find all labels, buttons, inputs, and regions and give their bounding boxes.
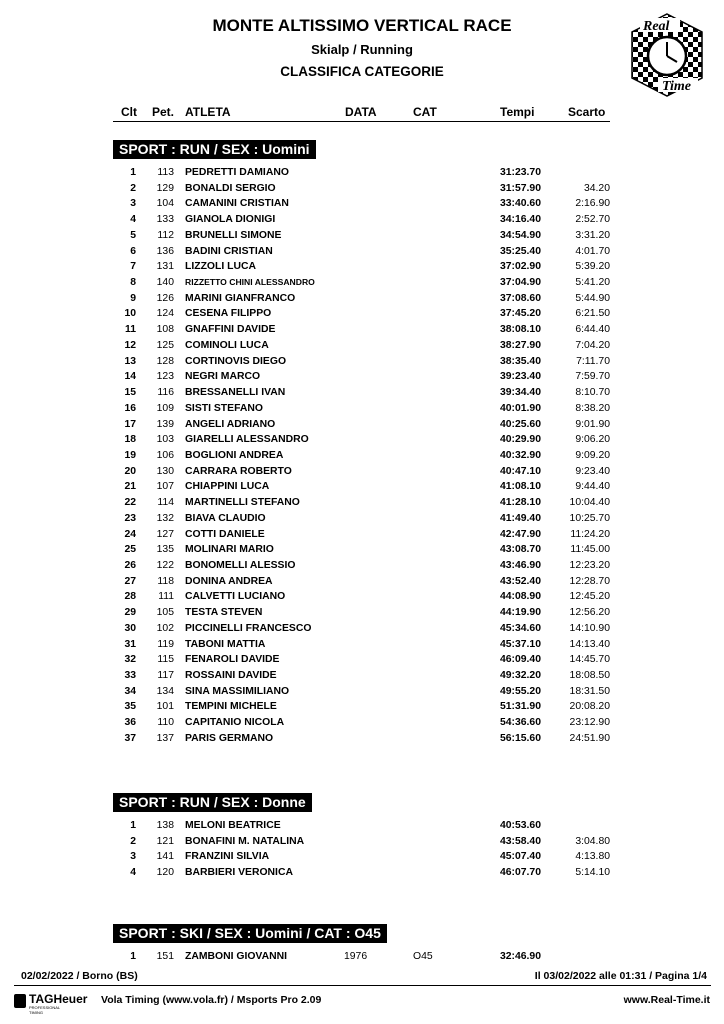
athlete-name-cell: ROSSAINI DAVIDE <box>185 670 277 682</box>
gap-cell: 11:45.00 <box>570 544 610 556</box>
time-cell: 49:32.20 <box>499 670 541 682</box>
time-cell: 38:27.90 <box>499 339 541 351</box>
gap-cell: 7:59.70 <box>575 371 610 383</box>
rank-cell: 32 <box>124 654 136 666</box>
gap-cell: 6:21.50 <box>575 308 610 320</box>
rank-cell: 24 <box>124 528 136 540</box>
time-cell: 31:57.90 <box>499 182 541 194</box>
table-row <box>0 275 724 291</box>
rank-cell: 9 <box>130 292 136 304</box>
athlete-name-cell: FRANZINI SILVIA <box>185 851 270 863</box>
time-cell: 41:28.10 <box>499 497 541 509</box>
time-cell: 40:47.10 <box>499 465 541 477</box>
rank-cell: 37 <box>124 732 136 744</box>
rank-cell: 5 <box>130 229 136 241</box>
table-row <box>0 652 724 668</box>
header-divider <box>113 121 610 122</box>
table-row <box>0 369 724 385</box>
real-time-logo-icon <box>628 12 706 98</box>
gap-cell: 3:31.20 <box>575 229 610 241</box>
time-cell: 37:02.90 <box>499 261 541 273</box>
time-cell: 40:01.90 <box>499 402 541 414</box>
table-row <box>0 464 724 480</box>
table-row <box>0 668 724 684</box>
bib-cell: 106 <box>156 449 174 461</box>
bib-cell: 128 <box>156 355 174 367</box>
rank-cell: 7 <box>130 261 136 273</box>
bib-cell: 138 <box>156 820 174 831</box>
athlete-name-cell: TESTA STEVEN <box>185 607 263 619</box>
table-row <box>0 834 724 850</box>
table-row <box>0 495 724 511</box>
rank-cell: 19 <box>124 449 136 461</box>
athlete-name-cell: MELONI BEATRICE <box>185 820 281 831</box>
bib-cell: 124 <box>156 308 174 320</box>
table-row <box>0 542 724 558</box>
gap-cell: 2:16.90 <box>575 198 610 210</box>
bib-cell: 129 <box>156 182 174 194</box>
table-row <box>0 354 724 370</box>
table-row <box>0 228 724 244</box>
bib-cell: 140 <box>156 277 174 289</box>
rank-cell: 17 <box>124 418 136 430</box>
bib-cell: 108 <box>156 324 174 336</box>
table-row <box>0 259 724 275</box>
rank-cell: 20 <box>124 465 136 477</box>
rank-cell: 14 <box>124 371 136 383</box>
bib-cell: 136 <box>156 245 174 257</box>
bib-cell: 112 <box>157 229 174 241</box>
athlete-name-cell: CORTINOVIS DIEGO <box>185 355 287 367</box>
tag-heuer-shield-icon <box>14 994 26 1008</box>
tag-heuer-logo <box>14 992 88 1015</box>
athlete-name-cell: GNAFFINI DAVIDE <box>185 324 276 336</box>
table-row <box>0 448 724 464</box>
table-row <box>0 589 724 605</box>
time-cell: 37:45.20 <box>499 308 541 320</box>
gap-cell: 9:44.40 <box>575 481 610 493</box>
gap-cell: 12:23.20 <box>569 560 610 571</box>
table-row <box>0 731 724 747</box>
athlete-name-cell: BONAFINI M. NATALINA <box>185 835 305 847</box>
rank-cell: 26 <box>124 560 136 571</box>
rank-cell: 27 <box>124 575 136 587</box>
time-cell: 43:46.90 <box>499 560 541 571</box>
rank-cell: 23 <box>124 512 136 524</box>
col-header-scarto: Scarto <box>568 105 606 119</box>
bib-cell: 141 <box>156 851 174 863</box>
logo-text-real: Real <box>643 19 670 34</box>
rank-cell: 31 <box>124 638 136 650</box>
table-row <box>0 949 724 965</box>
time-cell: 46:07.70 <box>499 867 541 879</box>
table-row <box>0 165 724 181</box>
table-row <box>0 637 724 653</box>
table-row <box>0 527 724 543</box>
bib-cell: 139 <box>156 418 174 430</box>
time-cell: 31:23.70 <box>499 167 541 178</box>
rank-cell: 1 <box>130 951 136 962</box>
gap-cell: 11:24.20 <box>570 528 610 540</box>
athlete-name-cell: BRUNELLI SIMONE <box>185 229 282 241</box>
rank-cell: 25 <box>124 544 136 556</box>
time-cell: 40:53.60 <box>499 820 541 831</box>
table-row <box>0 865 724 881</box>
table-row <box>0 818 724 834</box>
col-header-tempi: Tempi <box>500 105 535 119</box>
athlete-name-cell: BADINI CRISTIAN <box>185 245 273 257</box>
athlete-name-cell: NEGRI MARCO <box>185 371 261 383</box>
col-header-cat: CAT <box>413 105 437 119</box>
bib-cell: 121 <box>156 835 174 847</box>
gap-cell: 8:10.70 <box>575 387 610 399</box>
athlete-name-cell: FENAROLI DAVIDE <box>185 654 280 666</box>
time-cell: 45:37.10 <box>499 638 541 650</box>
bib-cell: 110 <box>157 717 174 729</box>
year-cell: 1976 <box>344 951 368 962</box>
bib-cell: 122 <box>156 560 174 571</box>
time-cell: 39:23.40 <box>499 371 541 383</box>
bib-cell: 131 <box>156 261 174 273</box>
footer-divider <box>14 985 711 986</box>
bib-cell: 109 <box>156 402 174 414</box>
rank-cell: 35 <box>124 701 136 713</box>
athlete-name-cell: MARTINELLI STEFANO <box>185 497 300 509</box>
gap-cell: 4:13.80 <box>575 851 610 863</box>
rank-cell: 30 <box>124 622 136 634</box>
bib-cell: 135 <box>156 544 174 556</box>
page-title: MONTE ALTISSIMO VERTICAL RACE <box>212 16 512 35</box>
footer-software: Vola Timing (www.vola.fr) / Msports Pro 2.09 <box>101 994 322 1006</box>
gap-cell: 20:08.20 <box>569 701 610 713</box>
gap-cell: 6:44.40 <box>575 324 610 336</box>
gap-cell: 7:11.70 <box>576 355 610 367</box>
bib-cell: 103 <box>156 434 174 446</box>
gap-cell: 14:45.70 <box>569 654 610 666</box>
gap-cell: 4:01.70 <box>575 245 610 257</box>
time-cell: 37:04.90 <box>499 277 541 289</box>
time-cell: 37:08.60 <box>499 292 541 304</box>
time-cell: 51:31.90 <box>499 701 541 713</box>
athlete-name-cell: GIARELLI ALESSANDRO <box>185 434 309 446</box>
rank-cell: 21 <box>124 481 136 493</box>
table-row <box>0 181 724 197</box>
rank-cell: 16 <box>124 402 136 414</box>
gap-cell: 18:08.50 <box>569 670 610 682</box>
table-row <box>0 385 724 401</box>
table-row <box>0 212 724 228</box>
athlete-name-cell: COMINOLI LUCA <box>185 339 269 351</box>
gap-cell: 9:23.40 <box>575 465 610 477</box>
rank-cell: 6 <box>130 245 136 257</box>
athlete-name-cell: TABONI MATTIA <box>185 638 266 650</box>
gap-cell: 5:44.90 <box>575 292 610 304</box>
bib-cell: 102 <box>156 622 174 634</box>
gap-cell: 8:38.20 <box>575 402 610 414</box>
gap-cell: 9:01.90 <box>575 418 610 430</box>
page-subtitle: Skialp / Running <box>311 42 413 57</box>
col-header-data: DATA <box>345 105 377 119</box>
athlete-name-cell: PICCINELLI FRANCESCO <box>185 622 312 634</box>
rank-cell: 29 <box>124 607 136 619</box>
athlete-name-cell: CARRARA ROBERTO <box>185 465 292 477</box>
gap-cell: 10:04.40 <box>569 497 610 509</box>
gap-cell: 5:41.20 <box>575 277 610 289</box>
table-row <box>0 432 724 448</box>
gap-cell: 7:04.20 <box>575 339 610 351</box>
bib-cell: 132 <box>156 512 174 524</box>
gap-cell: 9:09.20 <box>575 449 610 461</box>
rank-cell: 33 <box>124 670 136 682</box>
bib-cell: 111 <box>158 591 174 603</box>
section-header: SPORT : SKI / SEX : Uomini / CAT : O45 <box>113 924 387 943</box>
bib-cell: 134 <box>156 685 174 697</box>
rank-cell: 18 <box>124 434 136 446</box>
rank-cell: 1 <box>130 167 136 178</box>
athlete-name-cell: CESENA FILIPPO <box>185 308 272 320</box>
athlete-name-cell: RIZZETTO CHINI ALESSANDRO <box>185 277 315 288</box>
rank-cell: 36 <box>124 717 136 729</box>
bib-cell: 125 <box>156 339 174 351</box>
page-subtitle-2: CLASSIFICA CATEGORIE <box>280 64 444 79</box>
bib-cell: 137 <box>156 732 174 744</box>
bib-cell: 119 <box>157 638 174 650</box>
athlete-name-cell: TEMPINI MICHELE <box>185 701 277 713</box>
bib-cell: 123 <box>156 371 174 383</box>
gap-cell: 5:14.10 <box>575 867 610 879</box>
athlete-name-cell: ANGELI ADRIANO <box>185 418 276 430</box>
time-cell: 41:08.10 <box>499 481 541 493</box>
athlete-name-cell: MOLINARI MARIO <box>185 544 274 556</box>
table-row <box>0 291 724 307</box>
bib-cell: 127 <box>156 528 174 540</box>
footer-website: www.Real-Time.it <box>623 994 710 1006</box>
table-row <box>0 401 724 417</box>
rank-cell: 22 <box>124 497 136 509</box>
athlete-name-cell: BONOMELLI ALESSIO <box>185 560 296 571</box>
time-cell: 38:08.10 <box>499 324 541 336</box>
rank-cell: 10 <box>124 308 136 320</box>
gap-cell: 9:06.20 <box>575 434 610 446</box>
category-cell: O45 <box>413 951 433 962</box>
rank-cell: 12 <box>124 339 136 351</box>
col-header-clt: Clt <box>121 105 137 119</box>
time-cell: 41:49.40 <box>499 512 541 524</box>
tag-heuer-sub: PROFESSIONAL TIMING <box>29 1005 60 1015</box>
athlete-name-cell: SINA MASSIMILIANO <box>185 685 290 697</box>
gap-cell: 2:52.70 <box>575 214 610 226</box>
bib-cell: 126 <box>156 292 174 304</box>
time-cell: 39:34.40 <box>499 387 541 399</box>
bib-cell: 116 <box>157 387 174 399</box>
table-row <box>0 244 724 260</box>
bib-cell: 120 <box>156 867 174 879</box>
rank-cell: 11 <box>125 324 136 336</box>
athlete-name-cell: BIAVA CLAUDIO <box>185 512 266 524</box>
section-header: SPORT : RUN / SEX : Donne <box>113 793 312 812</box>
rank-cell: 3 <box>130 851 136 863</box>
time-cell: 32:46.90 <box>499 951 541 962</box>
table-row <box>0 196 724 212</box>
time-cell: 45:07.40 <box>499 851 541 863</box>
athlete-name-cell: CAMANINI CRISTIAN <box>185 198 289 210</box>
rank-cell: 34 <box>124 685 136 697</box>
time-cell: 44:19.90 <box>499 607 541 619</box>
bib-cell: 104 <box>156 198 174 210</box>
athlete-name-cell: CALVETTI LUCIANO <box>185 591 286 603</box>
bib-cell: 133 <box>156 214 174 226</box>
gap-cell: 5:39.20 <box>575 261 610 273</box>
time-cell: 46:09.40 <box>499 654 541 666</box>
gap-cell: 10:25.70 <box>569 512 610 524</box>
athlete-name-cell: SISTI STEFANO <box>185 402 263 414</box>
table-row <box>0 417 724 433</box>
athlete-name-cell: PARIS GERMANO <box>185 732 274 744</box>
table-row <box>0 322 724 338</box>
time-cell: 35:25.40 <box>499 245 541 257</box>
athlete-name-cell: BARBIERI VERONICA <box>185 867 293 879</box>
table-row <box>0 621 724 637</box>
athlete-name-cell: DONINA ANDREA <box>185 575 273 587</box>
bib-cell: 101 <box>156 701 174 713</box>
gap-cell: 3:04.80 <box>575 835 610 847</box>
bib-cell: 117 <box>157 670 174 682</box>
rank-cell: 4 <box>130 867 136 879</box>
time-cell: 38:35.40 <box>499 355 541 367</box>
footer-page-info: Il 03/02/2022 alle 01:31 / Pagina 1/4 <box>534 970 707 982</box>
table-row <box>0 338 724 354</box>
time-cell: 40:25.60 <box>499 418 541 430</box>
time-cell: 45:34.60 <box>499 622 541 634</box>
gap-cell: 14:10.90 <box>569 622 610 634</box>
rank-cell: 15 <box>124 387 136 399</box>
table-row <box>0 684 724 700</box>
time-cell: 34:54.90 <box>499 229 541 241</box>
bib-cell: 107 <box>156 481 174 493</box>
athlete-name-cell: GIANOLA DIONIGI <box>185 214 276 226</box>
table-row <box>0 479 724 495</box>
rank-cell: 2 <box>130 182 136 194</box>
athlete-name-cell: CHIAPPINI LUCA <box>185 481 270 493</box>
bib-cell: 115 <box>157 654 174 666</box>
gap-cell: 14:13.40 <box>569 638 610 650</box>
table-row <box>0 849 724 865</box>
time-cell: 34:16.40 <box>499 214 541 226</box>
bib-cell: 114 <box>157 497 174 509</box>
time-cell: 40:29.90 <box>499 434 541 446</box>
gap-cell: 24:51.90 <box>569 732 610 744</box>
gap-cell: 12:56.20 <box>569 607 610 619</box>
time-cell: 43:58.40 <box>499 835 541 847</box>
bib-cell: 113 <box>157 167 174 178</box>
athlete-name-cell: ZAMBONI GIOVANNI <box>185 951 287 962</box>
athlete-name-cell: CAPITANIO NICOLA <box>185 717 285 729</box>
table-row <box>0 574 724 590</box>
gap-cell: 12:45.20 <box>569 591 610 603</box>
time-cell: 43:08.70 <box>499 544 541 556</box>
athlete-name-cell: BONALDI SERGIO <box>185 182 276 194</box>
gap-cell: 23:12.90 <box>569 717 610 729</box>
table-row <box>0 306 724 322</box>
athlete-name-cell: BRESSANELLI IVAN <box>185 387 286 399</box>
time-cell: 49:55.20 <box>499 685 541 697</box>
gap-cell: 34.20 <box>583 182 610 194</box>
table-row <box>0 511 724 527</box>
time-cell: 54:36.60 <box>499 717 541 729</box>
gap-cell: 18:31.50 <box>569 685 610 697</box>
rank-cell: 8 <box>130 277 136 289</box>
gap-cell: 12:28.70 <box>569 575 610 587</box>
col-header-pet: Pet. <box>152 105 175 119</box>
logo-text-time: Time <box>662 79 692 94</box>
time-cell: 42:47.90 <box>499 528 541 540</box>
rank-cell: 13 <box>124 355 136 367</box>
bib-cell: 130 <box>156 465 174 477</box>
athlete-name-cell: PEDRETTI DAMIANO <box>185 167 289 178</box>
time-cell: 40:32.90 <box>499 449 541 461</box>
athlete-name-cell: MARINI GIANFRANCO <box>185 292 296 304</box>
section-header: SPORT : RUN / SEX : Uomini <box>113 140 316 159</box>
bib-cell: 151 <box>156 951 174 962</box>
rank-cell: 1 <box>130 820 136 831</box>
footer-date-place: 02/02/2022 / Borno (BS) <box>21 970 138 982</box>
bib-cell: 118 <box>157 575 174 587</box>
table-row <box>0 605 724 621</box>
rank-cell: 3 <box>130 198 136 210</box>
time-cell: 56:15.60 <box>499 732 541 744</box>
bib-cell: 105 <box>156 607 174 619</box>
table-row <box>0 715 724 731</box>
rank-cell: 4 <box>130 214 136 226</box>
table-row <box>0 558 724 574</box>
time-cell: 43:52.40 <box>499 575 541 587</box>
rank-cell: 2 <box>130 835 136 847</box>
rank-cell: 28 <box>124 591 136 603</box>
athlete-name-cell: COTTI DANIELE <box>185 528 265 540</box>
table-row <box>0 699 724 715</box>
athlete-name-cell: LIZZOLI LUCA <box>185 261 256 273</box>
time-cell: 33:40.60 <box>499 198 541 210</box>
col-header-atleta: ATLETA <box>185 105 231 119</box>
tag-heuer-brand: TAGHeuer <box>29 992 88 1006</box>
time-cell: 44:08.90 <box>499 591 541 603</box>
athlete-name-cell: BOGLIONI ANDREA <box>185 449 284 461</box>
